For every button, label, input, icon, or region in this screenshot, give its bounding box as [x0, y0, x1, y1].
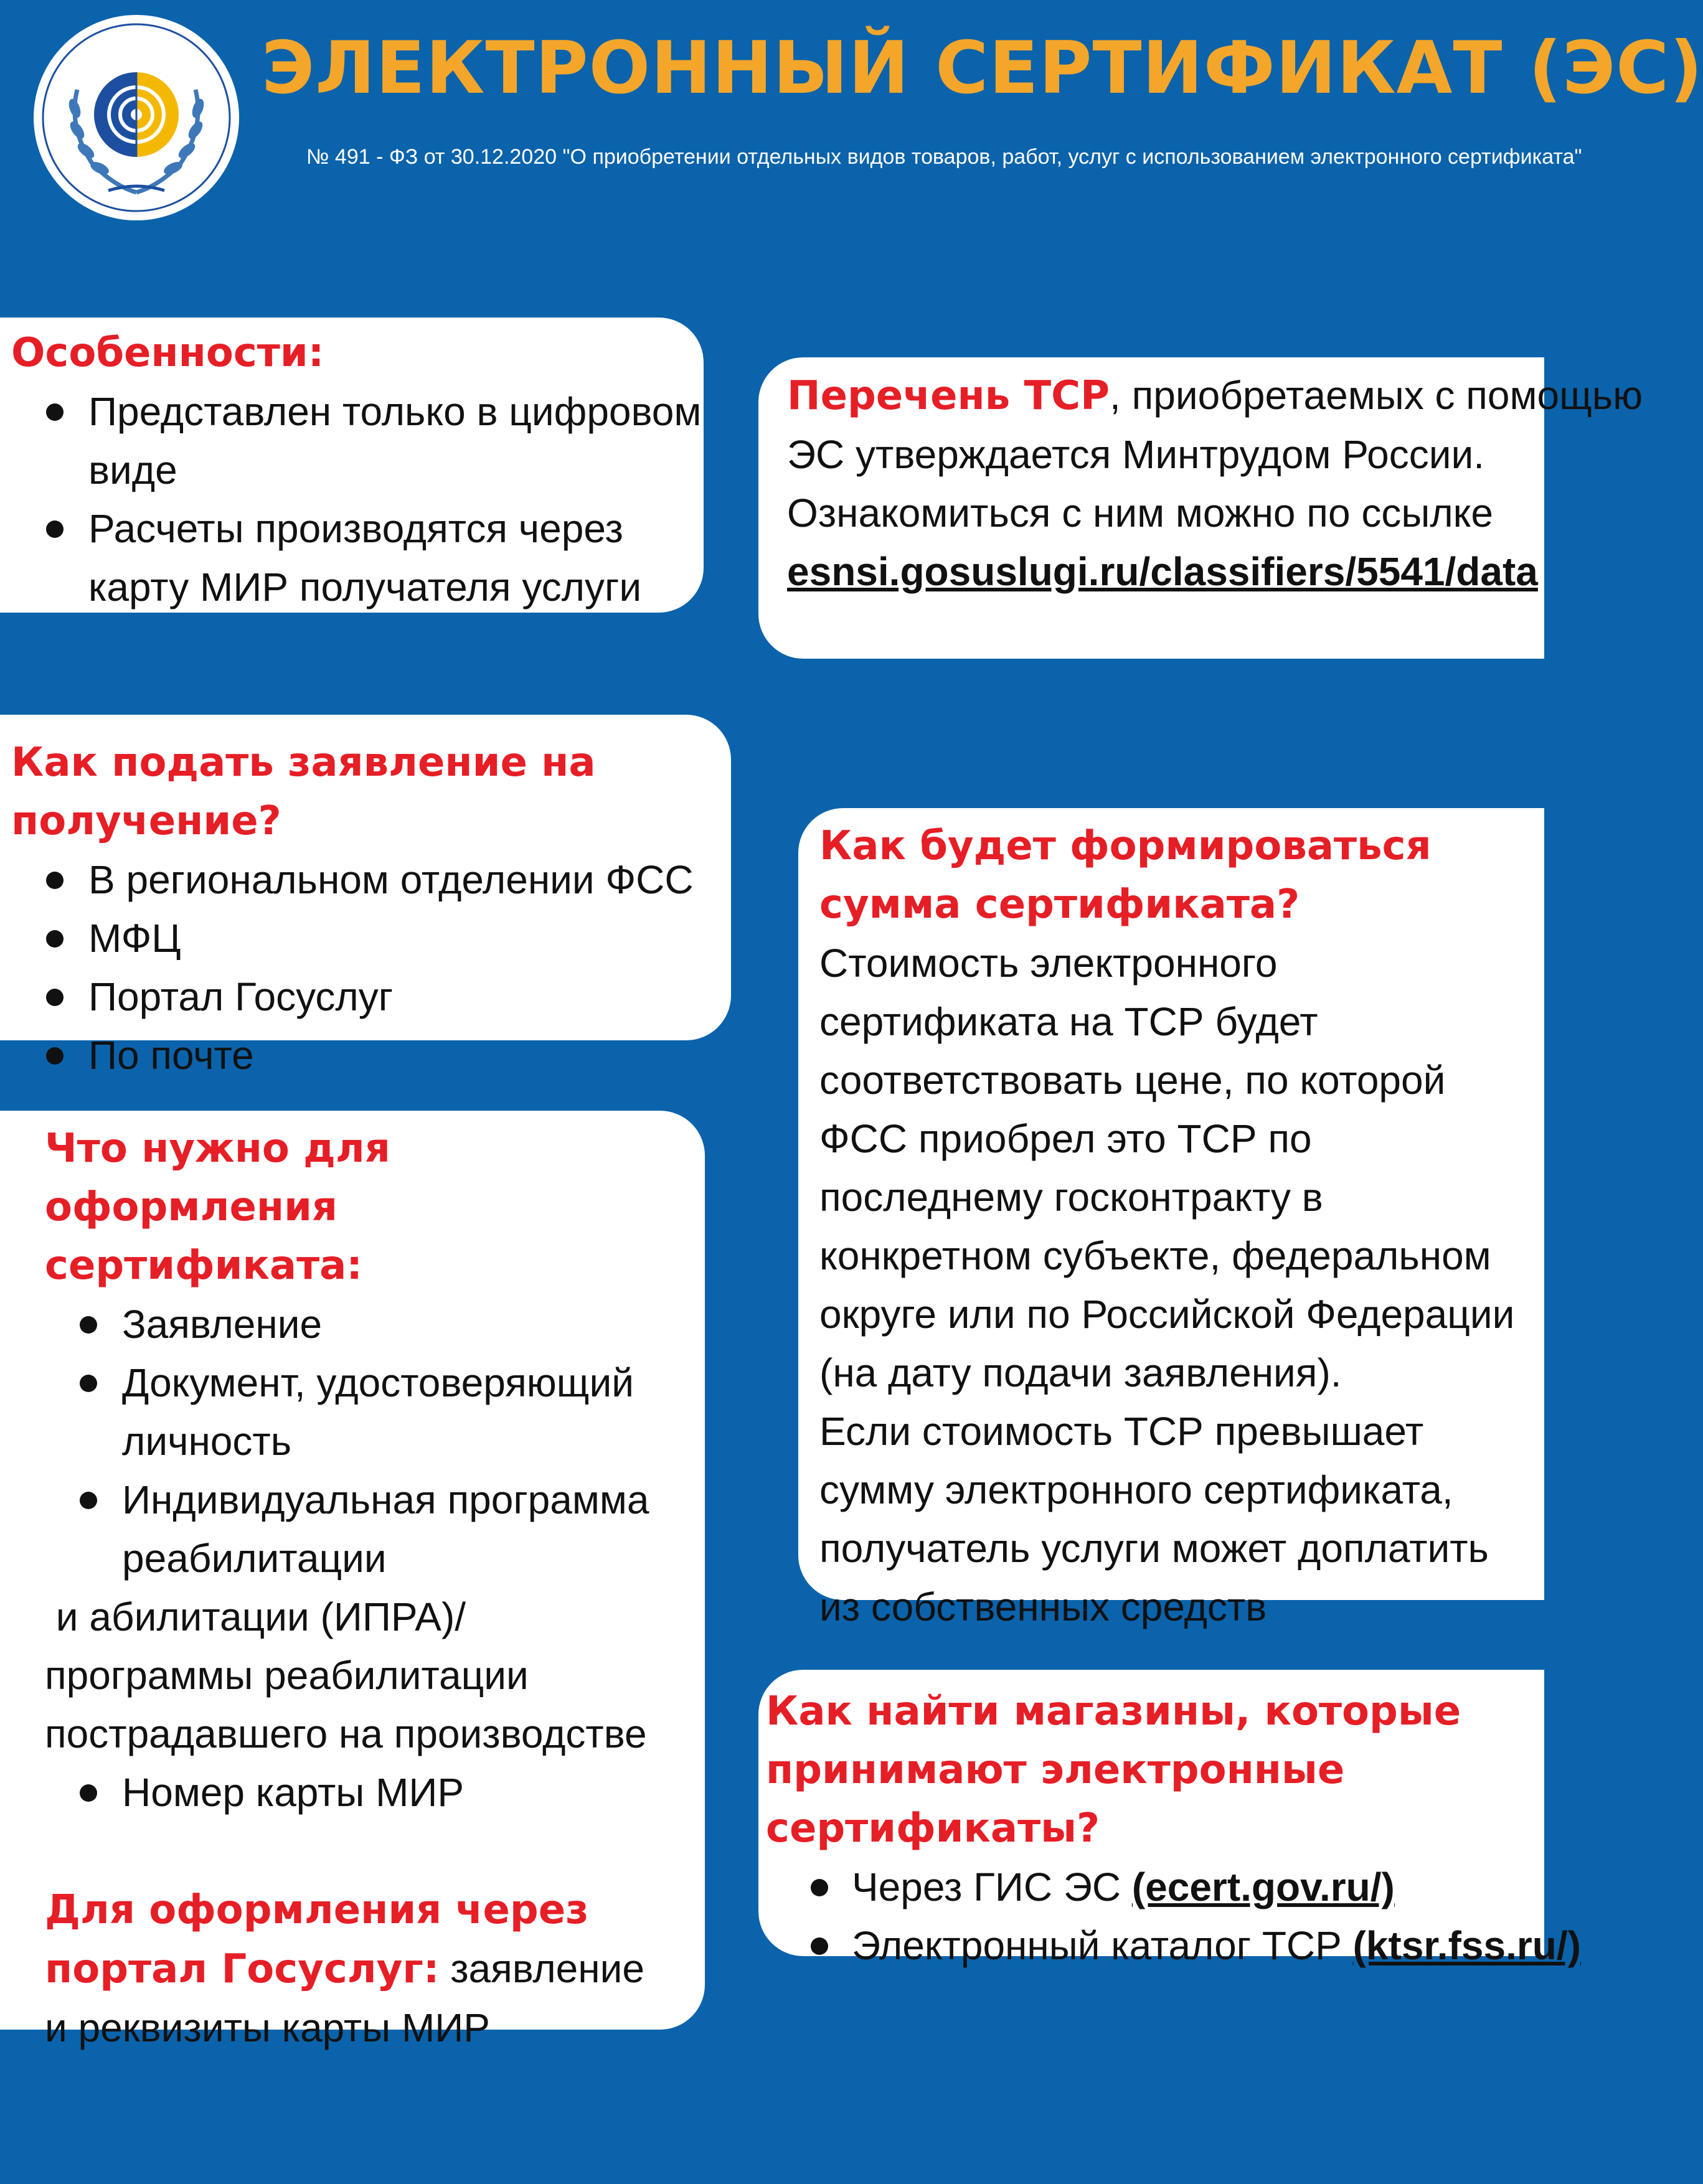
- ecert-link[interactable]: (ecert.gov.ru/): [1131, 1865, 1395, 1909]
- features-card: [0, 318, 704, 613]
- stores-heading: Как найти магазины, которые принимают электронные сертификаты?: [766, 1688, 1461, 1852]
- list-item: Представлен только в цифровом виде: [11, 382, 704, 499]
- tsr-line-1: [787, 366, 1643, 425]
- tsr-line-3: Ознакомиться с ним можно по ссылке: [787, 491, 1493, 535]
- list-item: МФЦ: [11, 909, 731, 967]
- stores-item-2-text: Электронный каталог ТСР: [852, 1923, 1353, 1968]
- list-item: Документ, удостоверяющий личность: [45, 1353, 668, 1471]
- requirements-continuation: и абилитации (ИПРА)/программы реабилитации пострадавшего на производстве: [45, 1594, 647, 1756]
- fss-emblem-icon: [34, 15, 239, 220]
- ktsr-link[interactable]: (ktsr.fss.ru/): [1352, 1923, 1581, 1968]
- how-to-apply-list: [11, 850, 731, 1085]
- stores-item-1-text: Через ГИС ЭС: [852, 1865, 1132, 1909]
- law-reference: № 491 - ФЗ от 30.12.2020 "О приобретении отдельных видов товаров, работ, услуг с использованием электронного сертификата": [306, 145, 1582, 169]
- list-item: Расчеты производятся через карту МИР получателя услуги: [11, 499, 704, 616]
- amount-paragraph-1: Стоимость электронного сертификата на ТСР будет соответствовать цене, по которой ФСС приобрел это ТСР по последнему госконтракту в конкретном субъекте, федеральном округе или по Российской Федерации (на дату подачи заявления).: [819, 941, 1515, 1395]
- list-item: Индивидуальная программа реабилитации: [45, 1471, 668, 1588]
- list-item: [766, 1858, 1544, 1916]
- portal-text: заявление и реквизиты карты МИР: [45, 1946, 644, 2050]
- requirements-list: [45, 1295, 668, 1588]
- features-list: [11, 382, 704, 616]
- list-item: По почте: [11, 1026, 731, 1085]
- tsr-line-1-text: , приобретаемых с помощью: [1110, 373, 1643, 418]
- tsr-list-card: [758, 357, 1643, 659]
- list-item: [766, 1916, 1581, 1975]
- list-item: Портал Госуслуг: [11, 967, 731, 1026]
- stores-card: [758, 1670, 1581, 1968]
- requirements-list-2: [45, 1763, 705, 1822]
- portal-heading: Для оформления через портал Госуслуг:: [45, 1887, 589, 1992]
- stores-list: [766, 1858, 1581, 1975]
- tsr-line-2: ЭС утверждается Минтрудом России.: [787, 432, 1484, 477]
- list-item: Заявление: [45, 1295, 668, 1353]
- tsr-heading: Перечень ТСР: [787, 373, 1110, 419]
- amount-heading: Как будет формироваться сумма сертификата?: [819, 823, 1432, 928]
- requirements-heading: Что нужно для оформления сертификата:: [45, 1126, 390, 1289]
- spacer: [45, 1822, 705, 1880]
- esnsi-link[interactable]: esnsi.gosuslugi.ru/classifiers/5541/data: [787, 549, 1538, 594]
- amount-paragraph-2: Если стоимость ТСР превышает сумму электронного сертификата, получатель услуги может доплатить из собственных средств: [819, 1409, 1489, 1629]
- how-to-apply-card: [0, 715, 731, 1078]
- portal-paragraph: [45, 1880, 674, 2057]
- amount-card: [798, 808, 1544, 1629]
- features-heading: Особенности:: [11, 330, 324, 376]
- how-to-apply-heading: Как подать заявление на получение?: [11, 740, 596, 844]
- fss-logo: [34, 15, 239, 220]
- requirements-card: [0, 1111, 705, 2050]
- list-item: Номер карты МИР: [45, 1763, 705, 1822]
- list-item: В региональном отделении ФСС: [11, 850, 731, 909]
- page-title: ЭЛЕКТРОННЫЙ СЕРТИФИКАТ (ЭС): [262, 26, 1703, 110]
